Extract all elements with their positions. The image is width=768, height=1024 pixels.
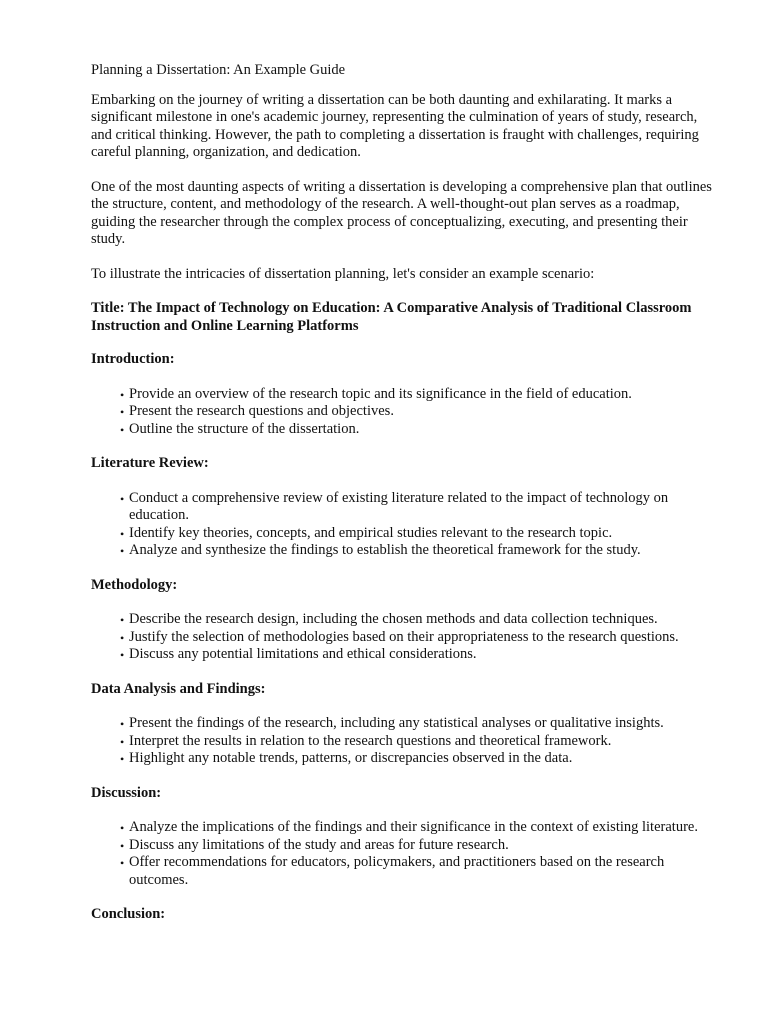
bullet-icon: •: [120, 734, 125, 749]
list-item: [120, 542, 721, 560]
section-heading-methodology: Methodology:: [91, 576, 178, 593]
bullet-icon: •: [120, 422, 125, 437]
list-item-text: Interpret the results in relation to the research questions and theoretical framework.: [129, 732, 612, 749]
list-item-text: Discuss any potential limitations and ethical considerations.: [129, 646, 477, 662]
section-heading-conclusion: Conclusion:: [91, 906, 166, 922]
section-list-methodology: [91, 611, 721, 664]
bullet-icon: •: [120, 613, 125, 627]
section-heading-data-analysis: Data Analysis and Findings:: [91, 680, 266, 697]
bullet-icon: •: [120, 405, 125, 419]
document-page: [91, 62, 721, 941]
list-item-text: Present the findings of the research, including any statistical analyses or qualitative insights.: [129, 715, 664, 731]
list-item-text: Conduct a comprehensive review of existing literature related to the impact of technology on education.: [129, 489, 669, 523]
list-item-text: Present the research questions and objectives.: [129, 403, 394, 419]
section-list-discussion: [91, 819, 721, 889]
intro-paragraph-3: To illustrate the intricacies of dissertation planning, let's consider an example scenario:: [91, 265, 595, 282]
section-heading-literature-review: Literature Review:: [91, 455, 209, 471]
bullet-icon: •: [120, 491, 125, 506]
list-item-text: Outline the structure of the dissertation.: [129, 420, 360, 437]
section-list-data-analysis: [91, 715, 721, 768]
list-item-text: Justify the selection of methodologies based on their appropriateness to the research questions.: [129, 628, 679, 645]
bullet-icon: •: [120, 387, 125, 402]
bullet-icon: •: [120, 526, 125, 541]
section-heading-introduction: Introduction:: [91, 351, 175, 367]
section-list-introduction: [91, 386, 721, 439]
bullet-icon: •: [120, 856, 125, 870]
bullet-icon: •: [120, 821, 125, 835]
bullet-icon: •: [120, 544, 125, 558]
list-item-text: Highlight any notable trends, patterns, or discrepancies observed in the data.: [129, 750, 573, 766]
bullet-icon: •: [120, 752, 125, 766]
list-item: [120, 715, 721, 733]
list-item-text: Identify key theories, concepts, and empirical studies relevant to the research topic.: [129, 524, 613, 541]
list-item-text: Describe the research design, including the chosen methods and data collection techniques.: [129, 611, 658, 627]
list-item: [120, 420, 721, 439]
list-item: [120, 403, 721, 421]
intro-paragraph-2: One of the most daunting aspects of writing a dissertation is developing a comprehensive plan that outlines the structure, content, and methodology of the research. A well-thought-out plan serves as a roadmap, guiding the researcher through the complex process of conceptualizing, executing, and presenting their study.: [91, 178, 712, 247]
list-item-text: Discuss any limitations of the study and areas for future research.: [129, 836, 509, 853]
list-item: [120, 628, 721, 647]
bullet-icon: •: [120, 630, 125, 645]
list-item: [120, 854, 721, 889]
list-item: [120, 750, 721, 768]
list-item: [120, 732, 721, 751]
list-item: [120, 836, 721, 855]
list-item: [120, 611, 721, 629]
list-item: [120, 489, 721, 525]
list-item: [120, 819, 721, 837]
list-item-text: Provide an overview of the research topic and its significance in the field of education.: [129, 385, 632, 402]
list-item-text: Analyze and synthesize the findings to establish the theoretical framework for the study.: [129, 542, 641, 558]
bullet-icon: •: [120, 648, 125, 662]
section-list-literature-review: [91, 490, 721, 560]
list-item: [120, 524, 721, 543]
bullet-icon: •: [120, 838, 125, 853]
list-item-text: Analyze the implications of the findings and their significance in the context of existing literature.: [129, 819, 698, 835]
section-heading-discussion: Discussion:: [91, 784, 162, 801]
bullet-icon: •: [120, 717, 125, 731]
example-title: Title: The Impact of Technology on Education: A Comparative Analysis of Traditional Classroom Instruction and Online Learning Platforms: [91, 300, 692, 334]
list-item: [120, 646, 721, 664]
document-heading: Planning a Dissertation: An Example Guide: [91, 62, 346, 78]
list-item: [120, 385, 721, 404]
list-item-text: Offer recommendations for educators, policymakers, and practitioners based on the research outcomes.: [129, 854, 665, 888]
intro-paragraph-1: Embarking on the journey of writing a dissertation can be both daunting and exhilarating. It marks a significant milestone in one's academic journey, representing the culmination of years of study, research, and critical thinking. However, the path to completing a dissertation is fraught with challenges, requiring careful planning, organization, and dedication.: [91, 91, 699, 160]
